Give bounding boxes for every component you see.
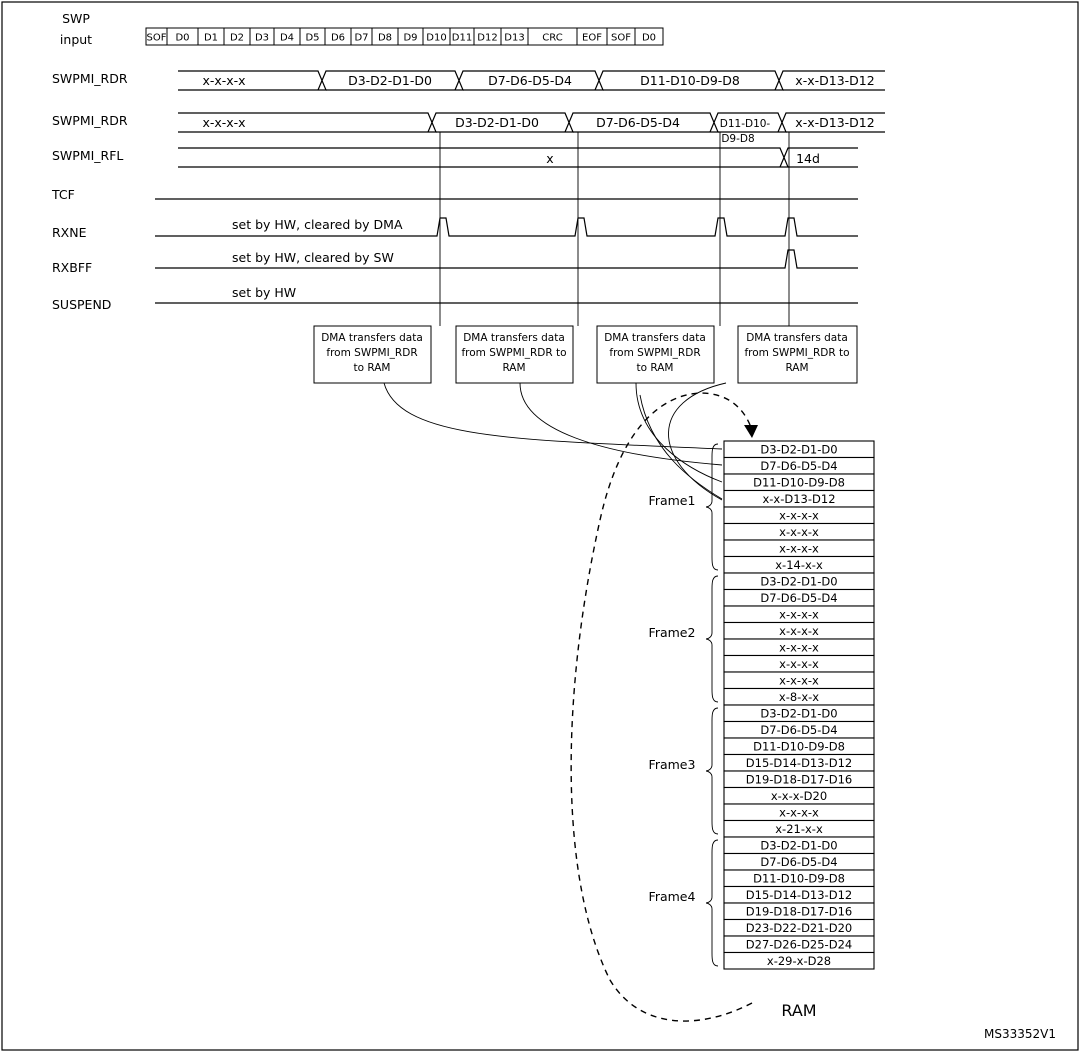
ram-word: x-x-x-D20 [770, 789, 828, 803]
rdr2-segment-2: D7-D6-D5-D4 [596, 115, 680, 130]
swp-cell-label: D6 [330, 32, 346, 44]
signal-label-rdr-1: SWPMI_RDR [52, 71, 128, 86]
swp-cell-label: D11 [451, 32, 473, 44]
frame-brace [706, 708, 718, 834]
dma-box-2-line3: RAM [502, 362, 526, 374]
rdr1-segment-2: D7-D6-D5-D4 [488, 73, 572, 88]
rdr2-segment-3a: D11-D10- [719, 118, 771, 130]
ram-word: D3-D2-D1-D0 [760, 838, 838, 853]
arrow-head-icon [744, 425, 758, 438]
signal-label-tcf: TCF [52, 187, 75, 202]
swp-cell-label: D1 [203, 32, 219, 44]
ram-word: D15-D14-D13-D12 [745, 756, 853, 770]
rdr-row-1 [178, 71, 885, 90]
ram-word: x-x-x-x [779, 624, 819, 638]
swp-cell-label: D7 [354, 32, 369, 44]
dma-boxes [314, 326, 857, 383]
ram-word: D27-D26-D25-D24 [745, 937, 853, 952]
ram-word: x-29-x-D28 [766, 954, 832, 968]
swp-cell-label: D2 [229, 32, 245, 44]
signal-label-rxbff: RXBFF [52, 260, 93, 275]
signal-label-rfl: SWPMI_RFL [52, 148, 124, 163]
rxne-waveform [155, 217, 858, 236]
swp-cell-label: D12 [477, 32, 498, 44]
ram-word: x-x-x-x [779, 525, 819, 539]
ram-word: x-x-x-x [779, 508, 819, 523]
dma-transfer-curves [384, 383, 726, 500]
dma-box-2-line2: from SWPMI_RDR to [461, 347, 567, 359]
rxne-note: set by HW, cleared by DMA [232, 217, 403, 232]
ram-word: D7-D6-D5-D4 [760, 459, 838, 473]
dma-box-2-line1: DMA transfers data [463, 332, 565, 344]
suspend-waveform [155, 285, 858, 303]
ram-word: x-8-x-x [778, 690, 820, 704]
frame-labels [649, 444, 718, 966]
ram-word: D11-D10-D9-D8 [753, 475, 845, 490]
rdr2-segment-4: x-x-D13-D12 [795, 115, 875, 130]
ram-word: D7-D6-D5-D4 [760, 855, 838, 869]
ram-word: x-x-x-x [779, 607, 819, 622]
frame-label: Frame3 [648, 757, 696, 772]
signal-label-rxne: RXNE [52, 225, 87, 240]
swp-input-row [146, 28, 663, 45]
ram-word: x-x-x-x [779, 805, 819, 820]
swp-cell-label: D5 [305, 32, 320, 44]
swp-cell-label: D0 [175, 32, 190, 44]
swp-cell-label: SOF [611, 32, 631, 44]
dma-box-4-line2: from SWPMI_RDR to [744, 347, 850, 359]
ram-word: x-x-x-x [779, 657, 819, 671]
ram-word: D11-D10-D9-D8 [753, 871, 845, 886]
dma-box-1-line3: to RAM [353, 362, 391, 374]
rdr1-segment-4: x-x-D13-D12 [795, 73, 875, 88]
dma-box-1-line1: DMA transfers data [321, 332, 423, 344]
swp-cell-label: D8 [377, 32, 393, 44]
ram-word: x-14-x-x [775, 558, 823, 572]
rdr1-segment-0: x-x-x-x [202, 73, 246, 88]
swp-cell-label: D10 [426, 32, 447, 44]
frame-brace [706, 444, 718, 570]
swp-cell-label: CRC [542, 32, 563, 44]
rfl-value-1: 14d [796, 151, 820, 166]
ram-block [724, 441, 874, 969]
swp-cell-label: D9 [403, 32, 418, 44]
signal-label-swp-line1: SWP [62, 11, 90, 26]
dma-box-4-line3: RAM [785, 362, 809, 374]
rdr2-segment-0: x-x-x-x [202, 115, 246, 130]
ram-word: D3-D2-D1-D0 [760, 706, 838, 721]
rdr1-segment-1: D3-D2-D1-D0 [348, 73, 432, 88]
signal-label-rdr-2: SWPMI_RDR [52, 113, 128, 128]
rfl-row [178, 148, 858, 167]
ram-word: x-x-D13-D12 [762, 492, 836, 506]
rxbff-waveform [155, 250, 858, 268]
signal-label-suspend: SUSPEND [52, 297, 112, 312]
dma-box-3-line3: to RAM [636, 362, 674, 374]
dma-box-3-line1: DMA transfers data [604, 332, 706, 344]
frame-brace [706, 576, 718, 702]
vertical-markers [440, 132, 789, 326]
ram-word: D19-D18-D17-D16 [745, 772, 853, 787]
swp-cell-label: SOF [146, 32, 167, 44]
ram-word: D11-D10-D9-D8 [753, 739, 845, 754]
ram-word: D3-D2-D1-D0 [760, 442, 838, 457]
signal-label-swp-line2: input [59, 32, 93, 47]
rdr2-segment-1: D3-D2-D1-D0 [455, 115, 539, 130]
frame-brace [706, 840, 718, 966]
swp-cell-label: D13 [504, 32, 525, 44]
swp-cell-label: D3 [254, 32, 270, 44]
swp-cell-label: D4 [279, 32, 295, 44]
ram-word: x-x-x-x [779, 541, 819, 556]
figure-border [2, 2, 1078, 1050]
ram-word: D3-D2-D1-D0 [760, 574, 838, 589]
figure-id: MS33352V1 [984, 1027, 1056, 1041]
ram-word: D19-D18-D17-D16 [745, 904, 853, 919]
ram-word: x-x-x-x [779, 673, 819, 688]
ram-word: D7-D6-D5-D4 [760, 591, 838, 605]
dma-box-1-line2: from SWPMI_RDR [326, 347, 418, 359]
ram-word: x-x-x-x [779, 640, 819, 655]
ram-word: x-21-x-x [775, 822, 823, 836]
signal-labels [51, 11, 128, 312]
swp-cell-label: D0 [641, 32, 657, 44]
ram-label: RAM [781, 1001, 817, 1020]
swp-cell-label: EOF [582, 32, 602, 44]
rdr1-segment-3: D11-D10-D9-D8 [640, 73, 740, 88]
frame-label: Frame2 [648, 625, 696, 640]
ram-word: D15-D14-D13-D12 [745, 888, 853, 902]
rfl-value-0: x [546, 151, 554, 166]
frame-label: Frame1 [648, 493, 696, 508]
frame-label: Frame4 [648, 889, 696, 904]
rdr2-segment-3b: D9-D8 [721, 133, 755, 145]
rdr-row-2 [178, 113, 885, 145]
ram-word: D7-D6-D5-D4 [760, 723, 838, 737]
ram-word: D23-D22-D21-D20 [745, 921, 853, 935]
dma-box-3-line2: from SWPMI_RDR [609, 347, 701, 359]
rxbff-note: set by HW, cleared by SW [232, 250, 394, 265]
dma-box-4-line1: DMA transfers data [746, 332, 848, 344]
suspend-note: set by HW [232, 285, 297, 300]
